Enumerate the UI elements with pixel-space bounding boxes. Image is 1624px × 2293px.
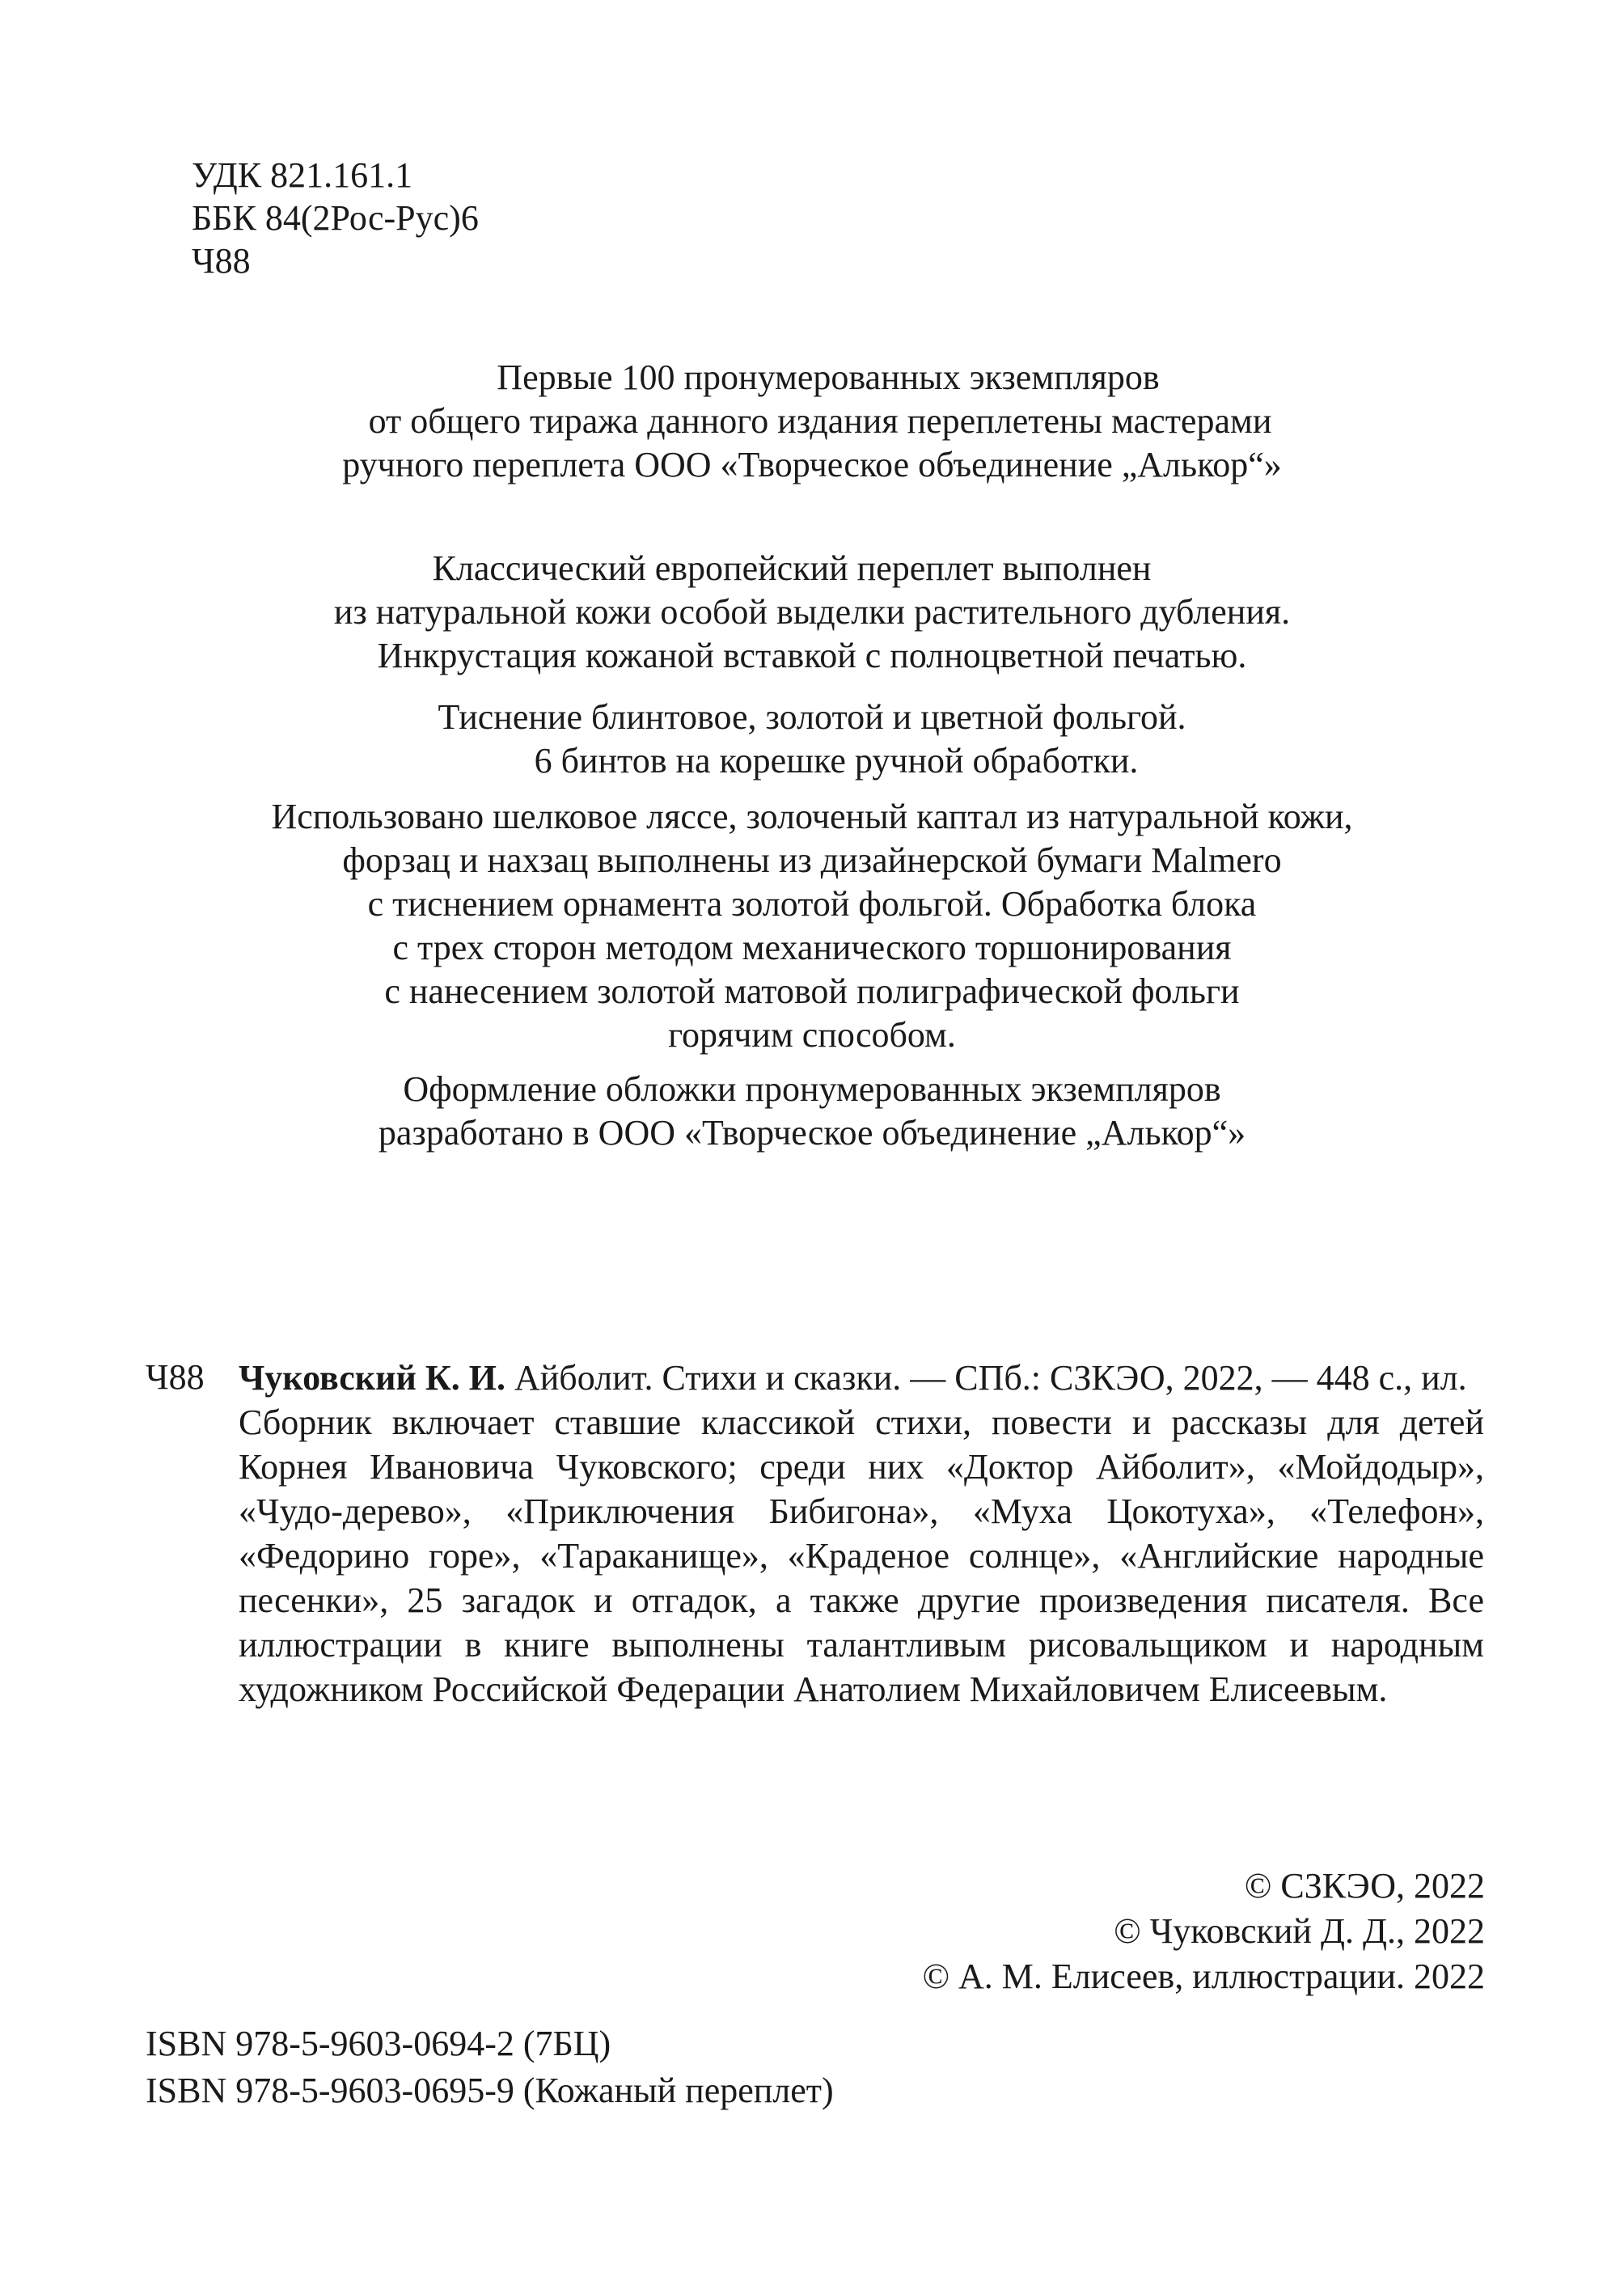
bbk-code: ББК 84(2Рос-Рус)6 [192, 198, 479, 238]
note-line: Тиснение блинтовое, золотой и цветной фольгой. [438, 697, 1186, 737]
numbered-copies-note [0, 356, 1624, 487]
bibliography-title: Айболит. Стихи и сказки. — СПб.: СЗКЭО, 2022, — 448 с., ил. [505, 1358, 1467, 1398]
note-line: с трех сторон методом механического торшонирования [392, 928, 1232, 967]
note-line: ручного переплета ООО «Творческое объединение „Алькор“» [342, 445, 1282, 484]
copyright-line: © А. М. Елисеев, иллюстрации. 2022 [922, 1957, 1485, 1996]
bibliography-code: Ч88 [146, 1357, 205, 1397]
note-line: Классический европейский переплет выполнен [432, 548, 1152, 588]
note-line: Оформление обложки пронумерованных экземпляров [403, 1069, 1221, 1109]
bibliography-annotation: Сборник включает ставшие классикой стихи, повести и рассказы для детей Корнея Ивановича Чуковского; среди них «Доктор Айболит», «Мойдодыр», «Чудо-дерево», «Приключения Бибигона», «Муха Цокотуха», «Телефон», «Федорино горе», «Тараканище», «Краденое солнце», «Английские народные песенки», 25 загадок и отгадок, а также другие произведения писателя. Все иллюстрации в книге выполнены талантливым рисовальщиком и народным художником Российской Федерации Анатолием Михайловичем Елисеевым. [239, 1402, 1484, 1709]
bibliographic-entry [239, 1356, 1484, 1711]
isbn-line: ISBN 978-5-9603-0694-2 (7БЦ) [146, 2024, 611, 2063]
note-line: из натуральной кожи особой выделки растительного дубления. [333, 592, 1291, 632]
note-line: горячим способом. [668, 1015, 956, 1055]
embossing-note [0, 696, 1624, 783]
bibliography-author: Чуковский К. И. [239, 1358, 505, 1398]
note-line: разработано в ООО «Творческое объединение „Алькор“» [378, 1113, 1246, 1153]
note-line: форзац и нахзац выполнены из дизайнерской бумаги Malmero [342, 840, 1282, 880]
copyright-block [923, 1864, 1485, 1999]
note-line: 6 бинтов на корешке ручной обработки. [534, 741, 1139, 781]
udk-code: УДК 821.161.1 [192, 155, 413, 195]
binding-note [0, 547, 1624, 678]
isbn-line: ISBN 978-5-9603-0695-9 (Кожаный переплет) [146, 2071, 834, 2110]
bibliography-heading [239, 1356, 1484, 1400]
copyright-line: © Чуковский Д. Д., 2022 [1114, 1911, 1485, 1951]
classification-block [192, 154, 479, 282]
design-note [0, 1068, 1624, 1155]
note-line: от общего тиража данного издания переплетены мастерами [368, 401, 1272, 441]
author-mark: Ч88 [192, 241, 251, 281]
note-line: Инкрустация кожаной вставкой с полноцветной печатью. [377, 636, 1247, 675]
note-line: с тиснением орнамента золотой фольгой. Обработка блока [367, 884, 1257, 924]
materials-note [0, 795, 1624, 1057]
note-line: Использовано шелковое ляссе, золоченый каптал из натуральной кожи, [271, 797, 1353, 836]
isbn-block [146, 2020, 834, 2114]
note-line: с нанесением золотой матовой полиграфической фольги [384, 971, 1240, 1011]
note-line: Первые 100 пронумерованных экземпляров [497, 357, 1160, 397]
copyright-line: © СЗКЭО, 2022 [1244, 1866, 1485, 1906]
